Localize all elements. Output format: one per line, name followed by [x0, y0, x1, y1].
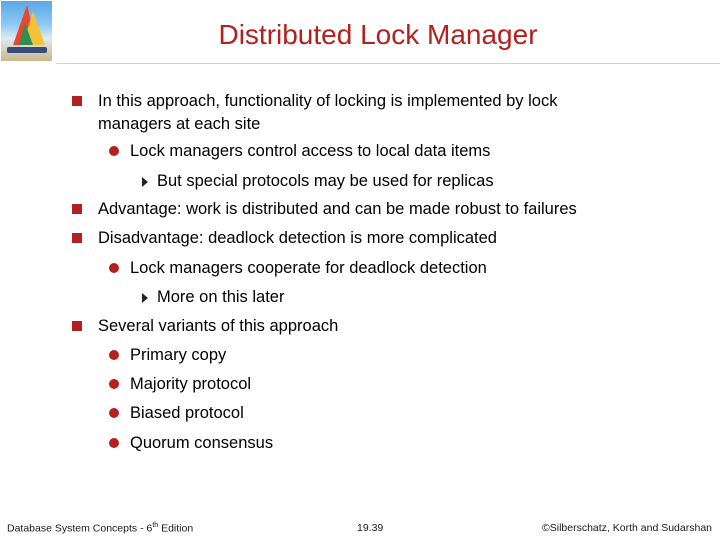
bullet-disadvantage — [98, 227, 497, 250]
footer-book-suffix: Edition — [158, 522, 194, 535]
subbullet-text: Lock managers control access to local data items — [130, 142, 491, 160]
footer-page-number: 19.39 — [357, 522, 384, 534]
variant-text: Primary copy — [130, 346, 227, 364]
triangle-bullet-icon — [142, 177, 148, 187]
subbullet-text: Lock managers cooperate for deadlock detection — [130, 259, 487, 277]
subbullet-lock-managers — [130, 140, 490, 163]
bullet-approach — [98, 90, 558, 136]
circle-bullet-icon — [109, 146, 119, 156]
bullet-advantage — [98, 198, 577, 221]
subsubbullet-replicas — [157, 170, 494, 193]
square-bullet-icon — [72, 321, 82, 331]
circle-bullet-icon — [109, 263, 119, 273]
square-bullet-icon — [72, 233, 82, 243]
footer-book-title — [7, 522, 193, 535]
footer-book-prefix: Database System Concepts - 6 — [7, 522, 153, 535]
title-divider — [56, 63, 720, 64]
circle-bullet-icon — [109, 350, 119, 360]
subsubbullet-later — [157, 286, 284, 309]
circle-bullet-icon — [109, 408, 119, 418]
variant-text: Quorum consensus — [130, 434, 274, 452]
subbullet-cooperate — [130, 257, 487, 280]
circle-bullet-icon — [109, 438, 119, 448]
square-bullet-icon — [72, 204, 82, 214]
variant-text: Majority protocol — [130, 375, 252, 393]
circle-bullet-icon — [109, 379, 119, 389]
variant-text: Biased protocol — [130, 404, 244, 422]
bullet-text-line1: In this approach, functionality of locking is implemented by lock — [98, 92, 558, 110]
variant-item — [130, 373, 251, 396]
footer-copyright: ©Silberschatz, Korth and Sudarshan — [542, 522, 712, 534]
subsubbullet-text: More on this later — [157, 288, 285, 306]
triangle-bullet-icon — [142, 293, 148, 303]
bullet-text: Advantage: work is distributed and can be made robust to failures — [98, 200, 577, 218]
footer-book-sup: th — [152, 522, 159, 529]
subsubbullet-text: But special protocols may be used for replicas — [157, 172, 494, 190]
bullet-text: Several variants of this approach — [98, 317, 339, 335]
bullet-variants — [98, 315, 338, 338]
variant-item — [130, 432, 273, 455]
square-bullet-icon — [72, 96, 82, 106]
variant-item — [130, 344, 226, 367]
slide-title: Distributed Lock Manager — [218, 19, 538, 50]
bullet-text-line2: managers at each site — [98, 115, 261, 133]
variant-item — [130, 402, 244, 425]
bullet-text: Disadvantage: deadlock detection is more complicated — [98, 229, 497, 247]
